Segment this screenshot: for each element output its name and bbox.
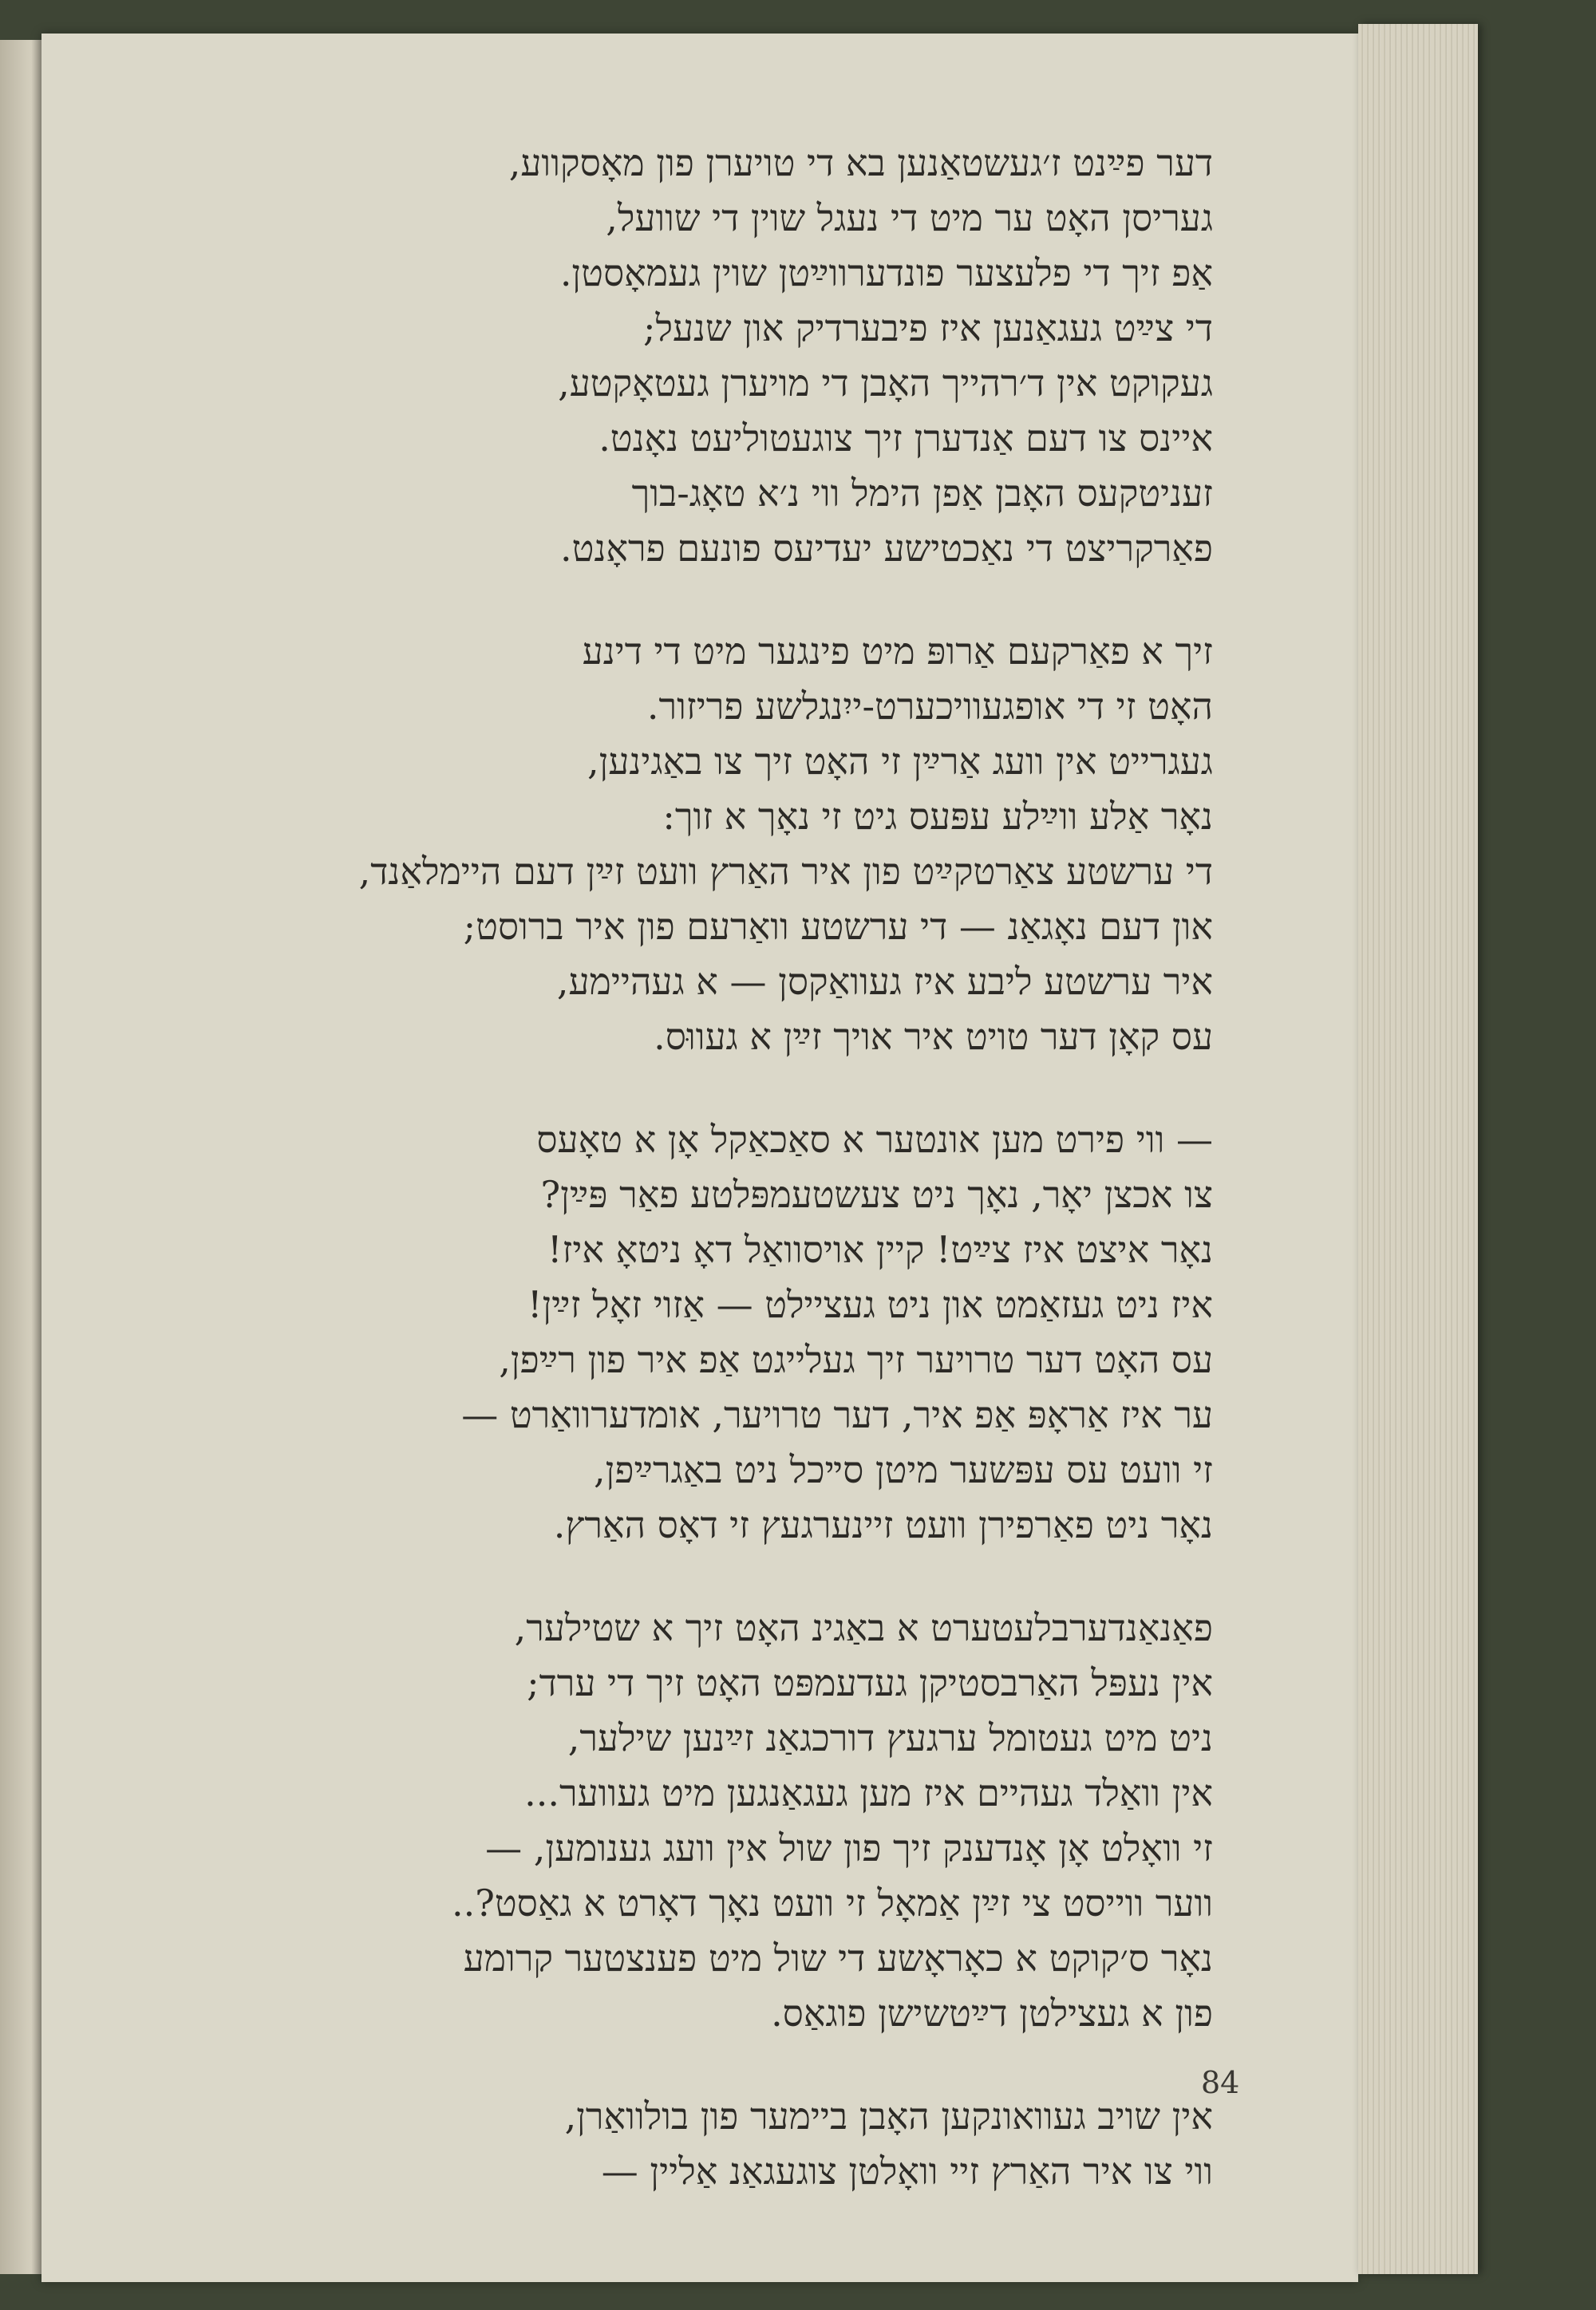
verse-line: איז ניט געזאַמט און ניט געציילט — אַזוי זאָל זײַן! [527,1283,1213,1326]
verse-line: ווער ווייסט צי זײַן אַמאָל זי וועט נאָך דאָרט א גאַסט?.. [451,1882,1213,1925]
page-number: 84 [1201,2065,1240,2100]
stanza-2 [80,624,1213,1064]
verse-line: די צײַט געגאַנען איז פיבערדיק און שנעל; [642,306,1213,349]
verse-line: עס האָט דער טרויער זיך געלייגט אַפ איר פון רײַפן, [499,1338,1213,1381]
verse-line: איינס צו דעם אַנדערן זיך צוגעטוליעט נאָנט. [598,417,1213,460]
verse-line: געריסן האָט ער מיט די נעגל שוין די שוועל, [606,196,1213,239]
verse-line: געקוקט אין ד׳רהייך האָבן די מויערן געטאָקטע, [558,361,1213,405]
verse-line: געגרייט אין וועג אַרײַן זי האָט זיך צו באַגינען, [587,740,1213,783]
poem-text [80,136,1213,2247]
verse-line: זעניטקעס האָבן אַפן הימל ווי נ׳א טאָג-בוך [631,472,1213,515]
verse-line: זי וועט עס עפּשער מיטן סײכל ניט באַגרײַפן, [594,1448,1213,1491]
verse-line: ווי צו איר האַרץ זיי וואָלטן צוגעגאַנ אַליין — [601,2150,1213,2193]
verse-line: האָט זי די אופגעוויכערט-ייִנגלשע פריזור. [646,685,1213,728]
stanza-4 [80,1601,1213,2041]
stanza-3 [80,1112,1213,1553]
verse-line: אין שויב געוואונקען האָבן ביימער פון בולוואַרן, [564,2095,1213,2138]
verse-line: נאָר ניט פאַרפירן וועט זיינערגעץ זי דאָס האַרץ. [553,1503,1213,1546]
stanza-5 [80,2089,1213,2199]
facing-page-edge [0,40,45,2274]
verse-line: נאָר אַלע ווײַלע עפּעס גיט זי נאָך א זוך: [662,795,1213,838]
verse-line: נאָר איצט איז צײַט! קיין אויסוואַל דאָ ניטאָ איז! [547,1228,1213,1271]
verse-line: אַפ זיך די פלעצער פונדערווײַטן שוין געמאָסטן. [559,251,1213,294]
verse-line: נאָר ס׳קוקט א כאָראָשע די שול מיט פענצטער קרומע [463,1937,1213,1980]
page-stack-edges [1358,24,1478,2274]
verse-line: אין וואַלד געהיים איז מען געגאַנגען מיט געווער... [524,1771,1213,1814]
stanza-1 [80,136,1213,576]
verse-line: פון א געצילטן דײַטשישן פוגאַס. [771,1992,1213,2035]
verse-line: אין נעפּל האַרבסטיקן געדעמפּט האָט זיך די ערד; [527,1661,1213,1704]
verse-line: פאַרקריצט די נאַכטישע יעדיעס פונעם פראָנט. [560,527,1213,570]
verse-line: פאַנאַנדערבלעטערט א באַגינ האָט זיך א שטילער, [514,1606,1213,1649]
verse-line: און דעם נאָגאַנ — די ערשטע וואַרעם פון איר ברוסט; [463,905,1213,948]
verse-line: — ווי פירט מען אונטער א סאַכאַקל אָן א טאָעס [536,1118,1213,1161]
verse-line: זי וואָלט אָן אָנדענק זיך פון שול אין וועג גענומען, — [485,1826,1213,1870]
verse-line: צו אכצן יאָר, נאָך ניט צעשטעמפּלטע פאַר פּײַן? [540,1173,1213,1216]
verse-line: דער פײַנט ז׳געשטאַנען בא די טויערן פון מאָסקווע, [508,141,1213,184]
verse-line: זיך א פאַרקעם אַרופּ מיט פינגער מיט די דינע [582,630,1213,673]
verse-line: איר ערשטע ליבע איז געוואַקסן — א געהיימע, [556,960,1213,1003]
verse-line: ער איז אַראָפּ אַפ איר, דער טרויער, אומדערוואַרט — [461,1393,1213,1436]
verse-line: עס קאָן דער טויט איר אויך זײַן א געווּס. [654,1015,1213,1058]
verse-line: ניט מיט געטומל ערגעץ דורכגאַנ זײַנען שילער, [567,1716,1213,1759]
verse-line: די ערשטע צאַרטקײַט פון איר האַרץ וועט זײַן דעם היימלאַנד, [358,850,1213,893]
